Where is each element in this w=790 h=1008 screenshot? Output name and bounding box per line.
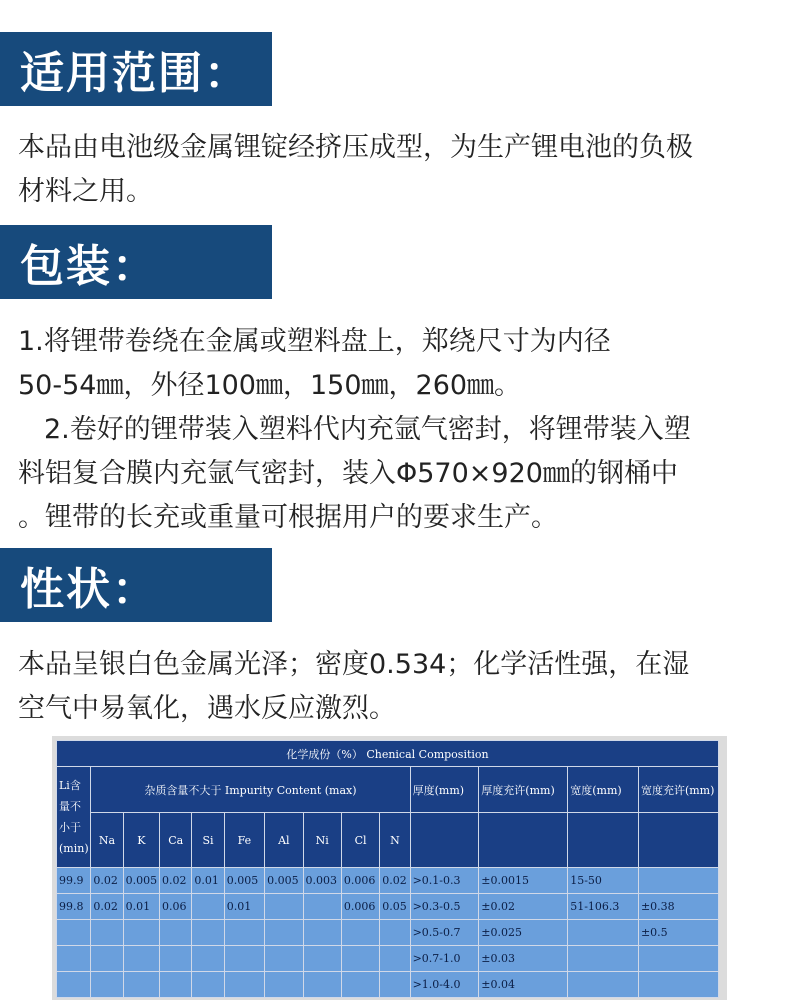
table-cell	[160, 920, 192, 946]
width-header: 宽度(mm)	[568, 767, 639, 813]
impurity-header: 杂质含量不大于 Impurity Content (max)	[91, 767, 410, 813]
table-cell: >0.7-1.0	[410, 946, 479, 972]
table-cell	[57, 946, 91, 972]
table-cell	[123, 946, 159, 972]
table-cell	[568, 946, 639, 972]
table-cell: 0.005	[224, 868, 264, 894]
table-title: 化学成份（%） Chenical Composition	[57, 741, 719, 767]
table-cell: 15-50	[568, 868, 639, 894]
element-header: N	[380, 813, 410, 868]
table-row	[57, 868, 719, 894]
table-cell	[303, 920, 341, 946]
table-cell	[265, 920, 303, 946]
table-cell	[192, 946, 224, 972]
text-line: 料铝复合膜内充氩气密封，装入Φ570×920㎜的钢桶中	[18, 458, 678, 489]
table-cell: 0.02	[91, 868, 123, 894]
table-cell: 0.06	[160, 894, 192, 920]
table-cell: ±0.38	[638, 894, 718, 920]
element-header: Al	[265, 813, 303, 868]
table-row	[57, 894, 719, 920]
table-cell	[57, 920, 91, 946]
table-cell	[160, 946, 192, 972]
table-cell	[265, 946, 303, 972]
table-cell: 0.005	[123, 868, 159, 894]
thickness-tolerance-header: 厚度充许(mm)	[479, 767, 568, 813]
text-line: 。锂带的长充或重量可根据用户的要求生产。	[18, 502, 558, 533]
text-line: 材料之用。	[18, 176, 153, 207]
header-blank	[410, 813, 479, 868]
table-cell: 0.01	[123, 894, 159, 920]
table-cell: >1.0-4.0	[410, 972, 479, 998]
table-cell: 0.005	[265, 868, 303, 894]
table-cell	[265, 972, 303, 998]
table-cell	[123, 972, 159, 998]
table-cell: >0.1-0.3	[410, 868, 479, 894]
table-cell	[91, 920, 123, 946]
table-cell	[160, 972, 192, 998]
table-cell: >0.5-0.7	[410, 920, 479, 946]
table-cell: ±0.5	[638, 920, 718, 946]
table-cell	[303, 894, 341, 920]
table-cell	[91, 946, 123, 972]
table-cell: 99.9	[57, 868, 91, 894]
section-text-properties	[18, 643, 778, 731]
table-cell	[341, 920, 379, 946]
table-cell	[91, 972, 123, 998]
table-cell: ±0.02	[479, 894, 568, 920]
text-line: 本品呈银白色金属光泽；密度0.534；化学活性强，在湿	[18, 649, 690, 680]
table-cell	[638, 868, 718, 894]
table-row	[57, 946, 719, 972]
table-cell: 0.02	[91, 894, 123, 920]
table-cell: 0.02	[380, 868, 410, 894]
composition-table	[56, 740, 719, 998]
table-cell: 99.8	[57, 894, 91, 920]
section-text-packaging	[18, 320, 778, 540]
table-cell: 0.02	[160, 868, 192, 894]
table-cell	[265, 894, 303, 920]
text-line: 1.将锂带卷绕在金属或塑料盘上，郑绕尺寸为内径	[18, 326, 611, 357]
text-line: 2.卷好的锂带装入塑料代内充氩气密封，将锂带装入塑	[44, 414, 691, 445]
table-cell	[638, 972, 718, 998]
text-line: 本品由电池级金属锂锭经挤压成型，为生产锂电池的负极	[18, 132, 693, 163]
table-cell: >0.3-0.5	[410, 894, 479, 920]
table-cell	[224, 972, 264, 998]
table-cell: 0.01	[192, 868, 224, 894]
section-heading-packaging: 包装：	[0, 225, 272, 299]
table-cell	[303, 972, 341, 998]
table-cell	[380, 946, 410, 972]
element-header: Ca	[160, 813, 192, 868]
table-cell	[192, 972, 224, 998]
table-cell	[380, 920, 410, 946]
table-cell	[380, 972, 410, 998]
table-cell	[192, 920, 224, 946]
text-line: 50-54㎜，外径100㎜，150㎜，260㎜。	[18, 370, 522, 401]
element-header: Ni	[303, 813, 341, 868]
table-cell: 0.003	[303, 868, 341, 894]
table-cell: 0.006	[341, 868, 379, 894]
text-line: 空气中易氧化，遇水反应激烈。	[18, 693, 396, 724]
table-row	[57, 972, 719, 998]
thickness-header: 厚度(mm)	[410, 767, 479, 813]
table-cell: ±0.03	[479, 946, 568, 972]
table-cell	[224, 946, 264, 972]
section-heading-scope: 适用范围：	[0, 32, 272, 106]
table-cell	[224, 920, 264, 946]
element-header: K	[123, 813, 159, 868]
table-cell	[568, 972, 639, 998]
section-text-scope	[18, 126, 778, 214]
table-cell	[192, 894, 224, 920]
element-header: Si	[192, 813, 224, 868]
table-cell: 51-106.3	[568, 894, 639, 920]
element-header: Na	[91, 813, 123, 868]
table-cell: ±0.025	[479, 920, 568, 946]
header-blank	[638, 813, 718, 868]
table-cell: ±0.04	[479, 972, 568, 998]
table-cell	[341, 972, 379, 998]
table-cell	[638, 946, 718, 972]
table-row	[57, 920, 719, 946]
li-content-header: Li含量不小于(min)	[57, 767, 91, 868]
table-cell	[303, 946, 341, 972]
width-tolerance-header: 宽度充许(mm)	[638, 767, 718, 813]
table-cell: 0.01	[224, 894, 264, 920]
composition-table-frame	[52, 736, 727, 1000]
table-cell	[123, 920, 159, 946]
table-cell	[57, 972, 91, 998]
header-blank	[568, 813, 639, 868]
section-heading-properties: 性状：	[0, 548, 272, 622]
header-blank	[479, 813, 568, 868]
table-cell	[568, 920, 639, 946]
element-header: Cl	[341, 813, 379, 868]
table-cell: 0.006	[341, 894, 379, 920]
table-cell: ±0.0015	[479, 868, 568, 894]
table-cell	[341, 946, 379, 972]
table-cell: 0.05	[380, 894, 410, 920]
element-header: Fe	[224, 813, 264, 868]
